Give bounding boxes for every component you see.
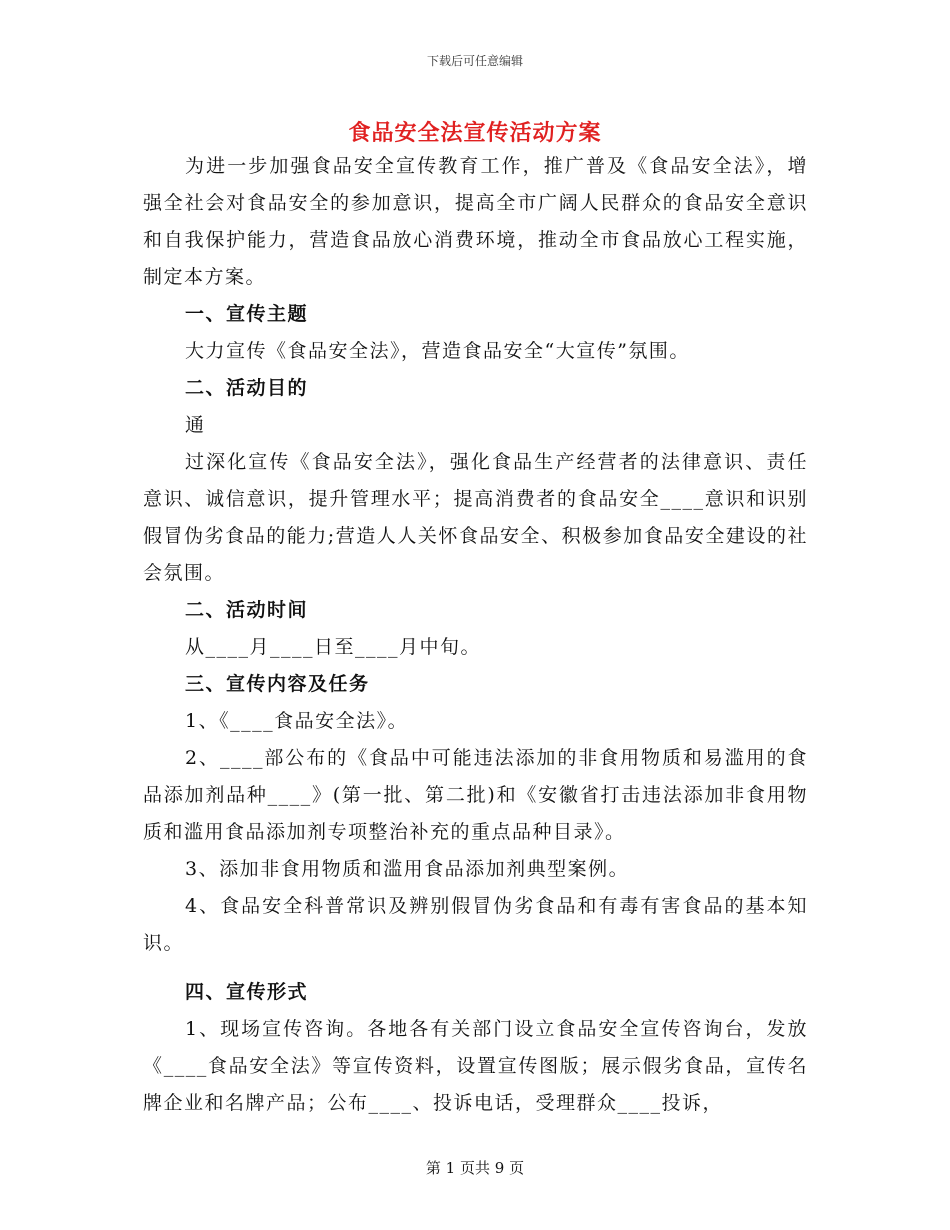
section-heading-theme: 一、宣传主题 bbox=[185, 303, 309, 325]
content-item-3: 3、添加非食用物质和滥用食品添加剂典型案例。 bbox=[185, 858, 630, 880]
theme-paragraph: 大力宣传《食品安全法》，营造食品安全“大宣传”氛围。 bbox=[185, 340, 690, 362]
section-heading-time: 二、活动时间 bbox=[185, 599, 309, 621]
section-heading-content: 三、宣传内容及任务 bbox=[185, 673, 370, 695]
content-item-2: 2、____部公布的《食品中可能违法添加的非食用物质和易滥用的食品添加剂品种____》(第一批、第二批)和《安徽省打击违法添加非食用物质和滥用食品添加剂专项整治补充的重点品种目录》。 bbox=[143, 747, 808, 843]
header-note: 下载后可任意编辑 bbox=[426, 54, 523, 68]
purpose-paragraph: 过深化宣传《食品安全法》，强化食品生产经营者的法律意识、责任意识、诚信意识，提升管理水平；提高消费者的食品安全____意识和识别假冒伪劣食品的能力;营造人人关怀食品安全、积极参加食品安全建设的社会氛围。 bbox=[143, 451, 808, 584]
form-item-1: 1、现场宣传咨询。各地各有关部门设立食品安全宣传咨询台，发放《____食品安全法》等宣传资料，设置宣传图版；展示假劣食品，宣传名牌企业和名牌产品；公布____、投诉电话，受理群众____投诉， bbox=[143, 1018, 808, 1114]
time-paragraph: 从____月____日至____月中旬。 bbox=[185, 636, 482, 658]
document-body bbox=[143, 148, 808, 1122]
purpose-fragment: 通 bbox=[185, 414, 206, 436]
section-heading-form: 四、宣传形式 bbox=[185, 981, 309, 1003]
section-heading-purpose: 二、活动目的 bbox=[185, 377, 309, 399]
content-item-4: 4、食品安全科普常识及辨别假冒伪劣食品和有毒有害食品的基本知识。 bbox=[143, 895, 808, 954]
content-item-1: 1、《____食品安全法》。 bbox=[185, 710, 409, 732]
page-footer: 第 1 页共 9 页 bbox=[425, 1159, 525, 1177]
intro-paragraph: 为进一步加强食品安全宣传教育工作，推广普及《食品安全法》，增强全社会对食品安全的参加意识，提高全市广阔人民群众的食品安全意识和自我保护能力，营造食品放心消费环境，推动全市食品放心工程实施，制定本方案。 bbox=[143, 155, 808, 288]
document-title: 食品安全法宣传活动方案 bbox=[348, 120, 602, 146]
